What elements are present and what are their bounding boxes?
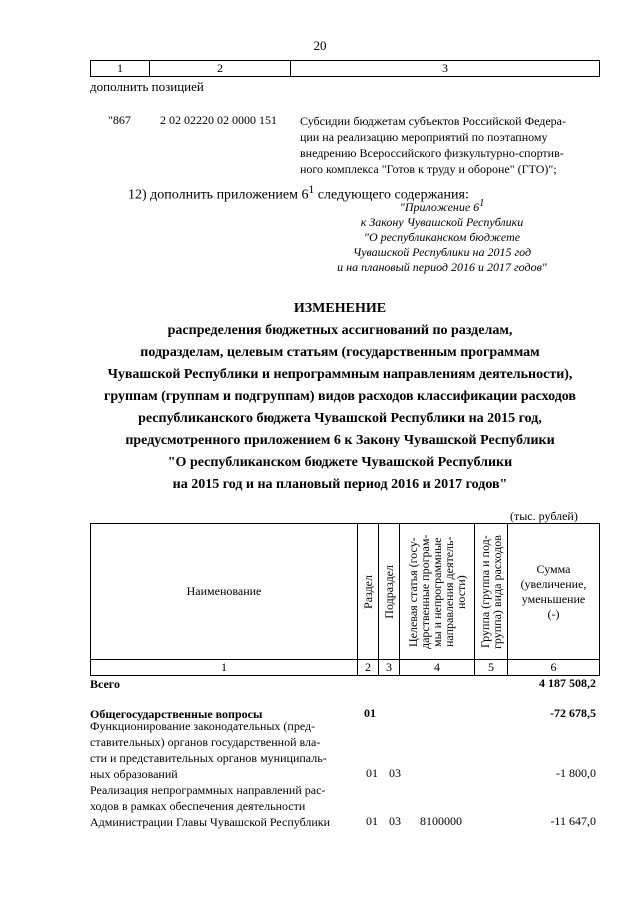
header-group-cell xyxy=(475,524,508,660)
row-name-line: ходов в рамках обеспечения деятельности xyxy=(90,799,306,813)
page-number: 20 xyxy=(313,38,327,53)
row-name: Всего xyxy=(90,677,120,691)
row-section: 01 xyxy=(366,766,378,780)
title-line: группам (группам и подгруппам) видов расходов классификации расходов xyxy=(103,389,576,404)
ref-col-2: 2 xyxy=(150,61,291,77)
subsidy-line: ного комплекса "Готов к труду и обороне" (ГТО)"; xyxy=(300,162,557,176)
appendix-note xyxy=(300,196,584,275)
appendix-note-line: и на плановый период 2016 и 2017 годов" xyxy=(337,260,547,274)
subsidy-line: Субсидии бюджетам субъектов Российской Федера- xyxy=(300,114,566,128)
header-sum xyxy=(508,524,600,660)
col-number: 3 xyxy=(379,660,400,676)
appendix-command-sup: 1 xyxy=(308,183,315,196)
ref-col-3: 3 xyxy=(291,61,600,77)
header-name: Наименование xyxy=(91,524,358,660)
appendix-note-title: "Приложение 6 xyxy=(399,200,480,214)
row-amount: 4 187 508,2 xyxy=(539,676,596,690)
row-section: 01 xyxy=(366,814,378,828)
title-line: республиканского бюджета Чувашской Республики на 2015 год, xyxy=(138,411,542,426)
row-amount: -1 800,0 xyxy=(556,766,596,780)
budget-table-header xyxy=(90,523,600,676)
row-amount: -11 647,0 xyxy=(550,814,596,828)
header-sum-line: уменьшение xyxy=(521,591,586,606)
header-sum-line: (-) xyxy=(547,606,560,621)
row-name-line: Администрации Главы Чувашской Республики xyxy=(90,815,331,829)
ref-col-1: 1 xyxy=(91,61,150,77)
header-target-line: ности) xyxy=(454,574,468,609)
document-title xyxy=(60,298,620,496)
title-line: распределения бюджетных ассигнований по разделам, xyxy=(167,323,513,338)
appendix-note-line: к Закону Чувашской Республики xyxy=(360,215,524,229)
header-group-line: группа) вида расходов xyxy=(490,534,504,649)
header-group xyxy=(479,527,503,657)
row-section: 01 xyxy=(364,706,376,720)
title-line: ИЗМЕНЕНИЕ xyxy=(293,301,387,316)
header-section: Раздел xyxy=(360,574,375,609)
subsidy-quote-code: "867 xyxy=(108,113,131,127)
intro-text: дополнить позицией xyxy=(90,79,204,94)
reference-table-header xyxy=(90,60,600,77)
header-target-line: дарственные програм- xyxy=(418,534,432,649)
subsidy-line: внедрению Всероссийского физкультурно-спортив- xyxy=(300,146,564,160)
subsidy-kbk: 2 02 02220 02 0000 151 xyxy=(160,113,277,127)
header-target-line: мы и непрограммные xyxy=(430,536,444,647)
header-subsection: Подраздел xyxy=(381,564,396,619)
row-subsection: 03 xyxy=(389,766,401,780)
subsidy-line: ции на реализацию мероприятий по поэтапному xyxy=(300,130,548,144)
subsidy-description xyxy=(300,113,598,177)
col-number: 5 xyxy=(475,660,508,676)
header-subsection-cell xyxy=(379,524,400,660)
appendix-command-tail: следующего содержания: xyxy=(314,187,469,203)
col-number: 4 xyxy=(400,660,475,676)
row-amount: -72 678,5 xyxy=(550,706,596,720)
col-number: 2 xyxy=(358,660,379,676)
appendix-note-line: "О республиканском бюджете xyxy=(363,230,521,244)
appendix-note-line: Чувашской Республики на 2015 год xyxy=(352,245,532,259)
title-line: Чувашской Республики и непрограммным направлениям деятельности), xyxy=(107,367,573,382)
appendix-command-text: 12) дополнить приложением 6 xyxy=(128,187,309,203)
header-group-line: Группа (группа и под- xyxy=(478,535,492,648)
row-name-line: Функционирование законодательных (пред- xyxy=(90,719,316,733)
row-name xyxy=(90,718,358,782)
row-subsection: 03 xyxy=(389,814,401,828)
appendix-note-line xyxy=(300,196,584,215)
row-name-line: ных образований xyxy=(90,767,178,781)
row-name-line: сти и представительных органов муниципаль- xyxy=(90,751,327,765)
title-line: подразделам, целевым статьям (государственным программам xyxy=(140,345,540,360)
title-line: на 2015 год и на плановый период 2016 и 2017 годов" xyxy=(172,477,508,492)
header-sum-line: (увеличение, xyxy=(520,576,587,591)
units-label: (тыс. рублей) xyxy=(510,509,578,523)
header-section-cell xyxy=(358,524,379,660)
title-line: предусмотренного приложением 6 к Закону Чувашской Республики xyxy=(125,433,555,448)
col-number: 6 xyxy=(508,660,600,676)
title-line: "О республиканском бюджете Чувашской Республики xyxy=(167,455,513,470)
header-target xyxy=(407,527,467,657)
row-name: Общегосударственные вопросы xyxy=(90,707,263,721)
col-number: 1 xyxy=(91,660,358,676)
row-name xyxy=(90,782,358,830)
header-target-line: направления деятель- xyxy=(442,536,456,647)
header-sum-line: Сумма xyxy=(536,561,571,576)
row-name-line: ставительных) органов государственной вла- xyxy=(90,735,321,749)
header-target-cell xyxy=(400,524,475,660)
row-name-line: Реализация непрограммных направлений рас- xyxy=(90,783,326,797)
appendix-note-sup: 1 xyxy=(479,198,485,209)
row-target: 8100000 xyxy=(420,814,462,828)
header-target-line: Целевая статья (госу- xyxy=(406,536,420,647)
